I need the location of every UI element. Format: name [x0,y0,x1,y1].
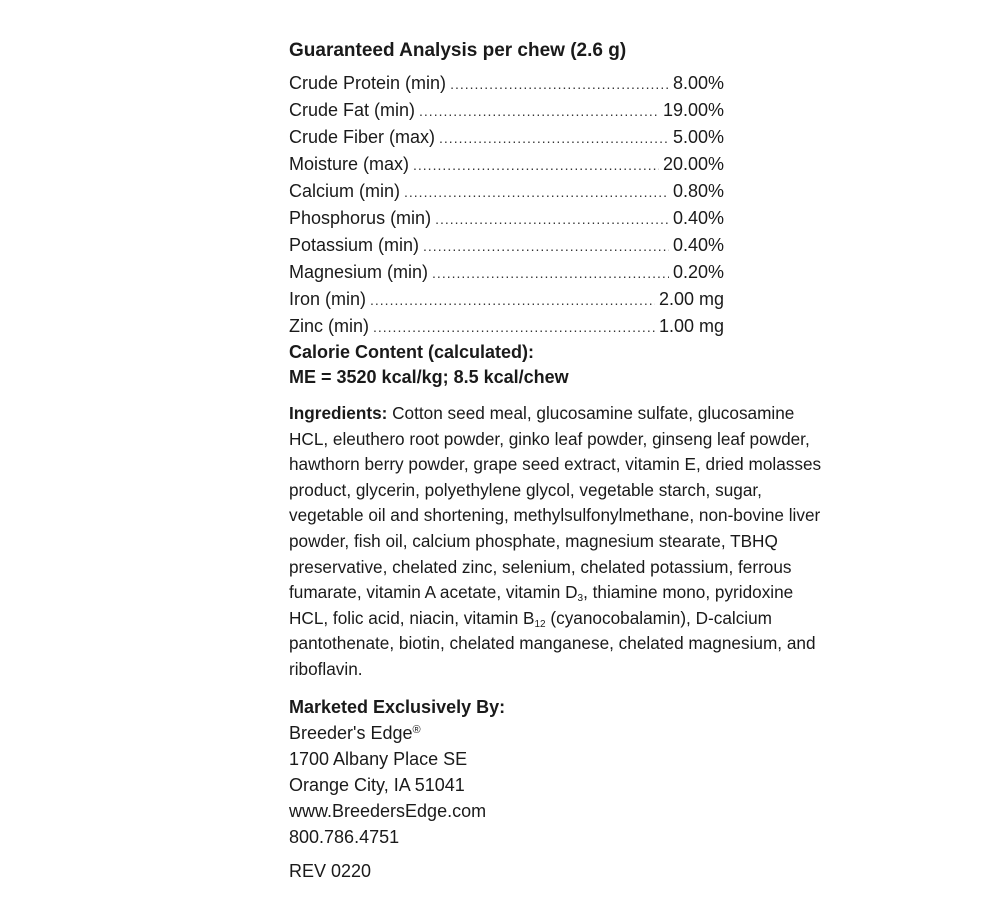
company-line [289,720,819,746]
ingredients-heading: Ingredients: [289,403,388,423]
analysis-row-moisture [289,151,724,178]
nutrient-value: 8.00% [672,73,724,93]
nutrient-value: 5.00% [672,127,724,147]
calorie-heading: Calorie Content (calculated): [289,342,535,362]
nutrient-name: Zinc (min) [289,316,369,336]
nutrient-name: Magnesium (min) [289,262,429,282]
product-label [289,38,822,884]
dot-leader [413,152,659,178]
ingredients-block [289,401,824,683]
dot-leader [370,287,655,313]
company-name: Breeder's Edge [289,722,413,743]
analysis-row-crude-protein [289,70,724,97]
nutrient-value: 20.00% [662,154,724,174]
calorie-value: ME = 3520 kcal/kg; 8.5 kcal/chew [289,367,569,387]
nutrient-value: 1.00 mg [658,316,724,336]
nutrient-name: Crude Fat (min) [289,100,416,120]
marketed-block [289,694,819,850]
ingredients-text-part3: (cyanocobalamin), D-calcium pantothenate, biotin, chelated manganese, chelated magnesium, and riboflavin. [289,607,816,679]
nutrient-value: 0.40% [672,235,724,255]
nutrient-name: Potassium (min) [289,235,420,255]
address-line-1: 1700 Albany Place SE [289,748,468,769]
analysis-row-potassium [289,232,724,259]
vitamin-d-subscript: 3 [577,593,584,605]
calorie-content [289,340,819,390]
nutrient-value: 2.00 mg [658,289,724,309]
analysis-title: Guaranteed Analysis per chew (2.6 g) [289,40,627,61]
dot-leader [373,314,655,340]
ingredients-text-part2: , thiamine mono, pyridoxine HCL, folic acid, niacin, vitamin B [289,582,794,628]
nutrient-name: Moisture (max) [289,154,410,174]
vitamin-b-subscript: 12 [534,618,546,630]
analysis-row-calcium [289,178,724,205]
marketed-heading: Marketed Exclusively By: [289,696,506,717]
nutrient-value: 0.80% [672,181,724,201]
analysis-row-zinc [289,313,724,340]
dot-leader [419,98,659,124]
analysis-row-phosphorus [289,205,724,232]
dot-leader [450,71,669,97]
dot-leader [435,206,669,232]
registered-mark: ® [412,723,421,736]
nutrient-value: 0.20% [672,262,724,282]
nutrient-name: Phosphorus (min) [289,208,432,228]
nutrient-name: Calcium (min) [289,181,401,201]
phone-number: 800.786.4751 [289,826,400,847]
nutrient-value: 19.00% [662,100,724,120]
nutrient-name: Crude Fiber (max) [289,127,436,147]
analysis-row-magnesium [289,259,724,286]
address-line-2: Orange City, IA 51041 [289,774,465,795]
nutrient-value: 0.40% [672,208,724,228]
analysis-row-iron [289,286,724,313]
revision-code: REV 0220 [289,860,372,881]
website: www.BreedersEdge.com [289,800,487,821]
analysis-row-crude-fiber [289,124,724,151]
dot-leader [404,179,669,205]
analysis-row-crude-fat [289,97,724,124]
ingredients-text-part1: Cotton seed meal, glucosamine sulfate, glucosamine HCL, eleuthero root powder, ginko leaf powder, ginseng leaf powder, hawthorn berry powder, grape seed extract, vitamin E, dried molasses product, glycerin, polyethylene glycol, vegetable starch, sugar, vegetable oil and shortening, methylsulfonylmethane, non-bovine liver powder, fish oil, calcium phosphate, magnesium stearate, TBHQ preservative, chelated zinc, selenium, chelated potassium, ferrous fumarate, vitamin A acetate, vitamin D [289,403,822,603]
dot-leader [432,260,669,286]
dot-leader [423,233,669,259]
analysis-table [289,70,724,340]
dot-leader [439,125,669,151]
nutrient-name: Crude Protein (min) [289,73,447,93]
nutrient-name: Iron (min) [289,289,367,309]
